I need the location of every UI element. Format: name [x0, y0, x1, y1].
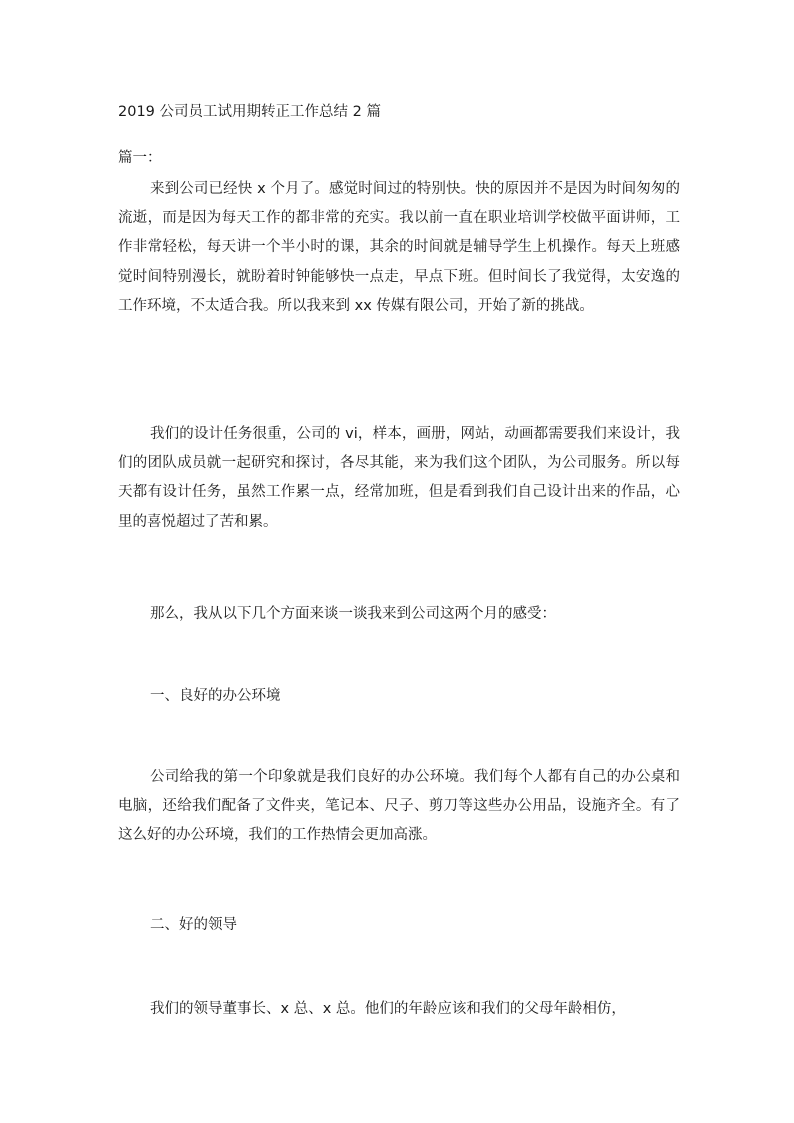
paragraph-office-environment: 公司给我的第一个印象就是我们良好的办公环境。我们每个人都有自己的办公桌和电脑，还给我们配备了文件夹，笔记本、尺子、剪刀等这些办公用品，设施齐全。有了这么好的办公环境，我们的工作热情会更加高涨。 [118, 769, 680, 844]
paragraph-aspects: 那么，我从以下几个方面来谈一谈我来到公司这两个月的感受： [150, 606, 556, 622]
document-title: 2019 公司员工试用期转正工作总结 2 篇 [118, 104, 381, 120]
paragraph-design-tasks: 我们的设计任务很重，公司的 vi，样本，画册，网站，动画都需要我们来设计，我们的团队成员就一起研究和探讨，各尽其能，来为我们这个团队，为公司服务。所以每天都有设计任务，虽然工作累一点，经常加班，但是看到我们自己设计出来的作品，心里的喜悦超过了苦和累。 [118, 426, 680, 530]
paragraph-intro: 来到公司已经快 x 个月了。感觉时间过的特别快。快的原因并不是因为时间匆匆的流逝，而是因为每天工作的都非常的充实。我以前一直在职业培训学校做平面讲师，工作非常轻松，每天讲一个半小时的课，其余的时间就是辅导学生上机操作。每天上班感觉时间特别漫长，就盼着时钟能够快一点走，早点下班。但时间长了我觉得，太安逸的工作环境，不太适合我。所以我来到 xx 传媒有限公司，开始了新的挑战。 [118, 181, 680, 314]
section-heading-office-environment: 一、良好的办公环境 [150, 688, 281, 704]
paragraph-leadership: 我们的领导董事长、x 总、x 总。他们的年龄应该和我们的父母年龄相仿， [150, 1001, 626, 1017]
part-heading: 篇一： [118, 150, 162, 166]
section-heading-leadership: 二、好的领导 [150, 917, 237, 933]
